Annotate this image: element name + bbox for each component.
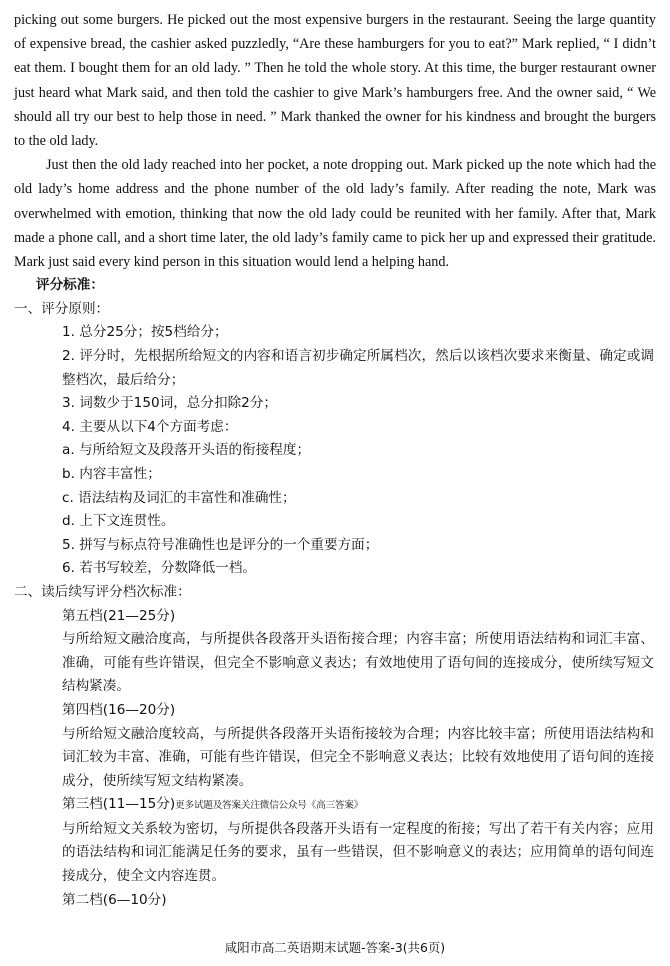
level-3-heading <box>14 793 656 818</box>
principle-item-1: 1. 总分25分；按5档给分； <box>62 324 228 341</box>
page-footer: 咸阳市高二英语期末试题-答案-3(共6页) <box>224 940 446 955</box>
principle-item-5: 5. 拼写与标点符号准确性也是评分的一个重要方面； <box>62 536 379 553</box>
principle-item-2: 2. 评分时，先根据所给短文的内容和语言初步确定所属档次，然后以该档次要求来衡量、确定或调整档次，最后给分； <box>62 348 654 388</box>
principle-subitem-b: b. 内容丰富性； <box>62 465 161 482</box>
scoring-criteria <box>14 274 656 912</box>
scoring-heading: 评分标准： <box>36 277 104 294</box>
level-5-name: 第五档(21—25分) <box>62 607 176 624</box>
english-passage <box>14 8 656 274</box>
principle-item-4: 4. 主要从以下4个方面考虑： <box>62 418 238 435</box>
principle-subitem-d: d. 上下文连贯性。 <box>62 513 175 530</box>
section2-title: 二、读后续写评分档次标准： <box>14 583 191 600</box>
level-3-name: 第三档(11—15分) <box>62 796 176 813</box>
level-4-name: 第四档(16—20分) <box>62 701 176 718</box>
passage-paragraph-1: picking out some burgers. He picked out the most expensive burgers in the restaurant. Seeing the large quantity of expensive bread, the cashier asked puzzledly, “Are these hamburgers for you to eat?” Mark replied, “ I didn’t eat them. I bought them for an old lady. ” Then he told the whole story. At this time, the burger restaurant owner just heard what Mark said, and then told the cashier to give Mark’s hamburgers free. And the owner said, “ We should all try our best to help those in need. ” Mark thanked the owner for his kindness and brought the burgers to the old lady. <box>14 12 656 150</box>
principle-item-3: 3. 词数少于150词，总分扣除2分； <box>62 395 278 412</box>
level-2-name: 第二档(6—10分) <box>62 891 167 908</box>
principle-subitem-a: a. 与所给短文及段落开头语的衔接程度； <box>62 442 311 459</box>
level-4-desc: 与所给短文融洽度较高，与所提供各段落开头语衔接较为合理；内容比较丰富；所使用语法结构和词汇较为丰富、准确，可能有些许错误，但完全不影响意义表达；比较有效地使用了语句间的连接成分，使所续写短文结构紧凑。 <box>62 725 654 789</box>
principle-item-6: 6. 若书写较差，分数降低一档。 <box>62 560 257 577</box>
section1-title: 一、评分原则： <box>14 300 110 317</box>
level-5-desc: 与所给短文融洽度高，与所提供各段落开头语衔接合理；内容丰富；所使用语法结构和词汇丰富、准确，可能有些许错误，但完全不影响意义表达；有效地使用了语句间的连接成分，使所续写短文结构紧凑。 <box>62 631 654 695</box>
passage-paragraph-2: Just then the old lady reached into her pocket, a note dropping out. Mark picked up the note which had the old lady’s home address and the phone number of the old lady’s family. After reading the note, Mark was overwhelmed with emotion, thinking that now the old lady could be reunited with her family. After that, Mark made a phone call, and a short time later, the old lady’s family came to pick her up and expressed their gratitude. Mark just said every kind person in this situation would lend a helping hand. <box>14 157 656 271</box>
level-3-desc: 与所给短文关系较为密切，与所提供各段落开头语有一定程度的衔接；写出了若干有关内容；应用的语法结构和词汇能满足任务的要求，虽有一些错误，但不影响意义的表达；应用简单的语句间连接成分，使全文内容连贯。 <box>62 820 654 885</box>
principle-subitem-c: c. 语法结构及词汇的丰富性和准确性； <box>62 489 296 506</box>
promo-note: 更多试题及答案关注微信公众号《高三答案》 <box>175 800 364 812</box>
